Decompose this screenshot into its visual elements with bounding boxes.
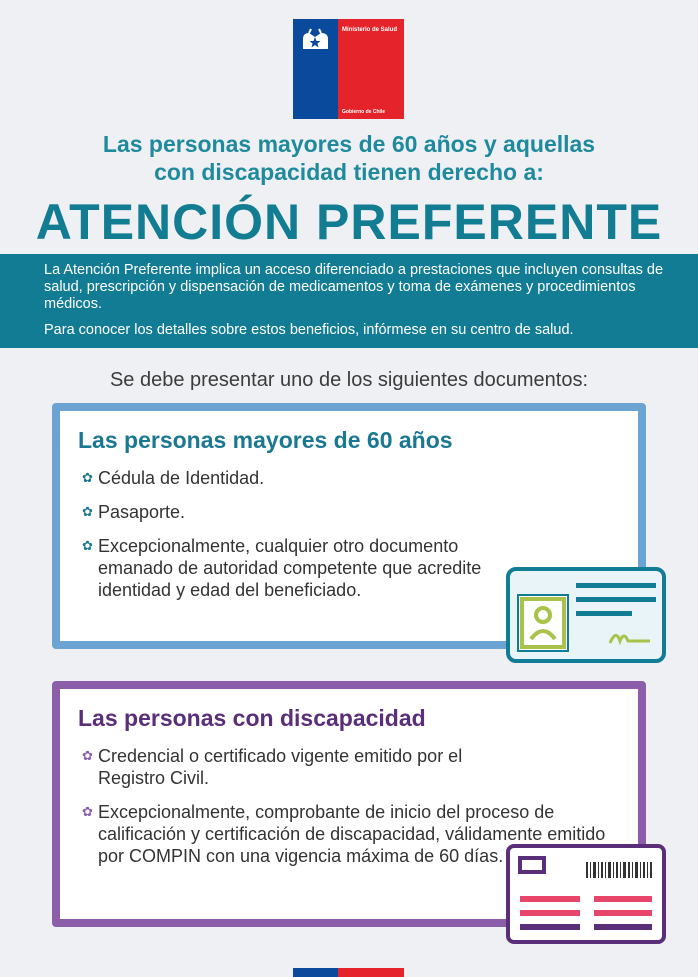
flower-bullet-icon: ✿ bbox=[82, 504, 93, 519]
ministry-label: Ministerio de Salud bbox=[342, 27, 398, 33]
elderly-heading: Las personas mayores de 60 años bbox=[78, 427, 453, 453]
credential-card-icon bbox=[506, 844, 666, 944]
flower-bullet-icon: ✿ bbox=[82, 804, 93, 819]
id-card-icon bbox=[506, 567, 666, 663]
list-item: ✿ Credencial o certificado vigente emitido por el Registro Civil. bbox=[82, 746, 463, 788]
info-paragraph-1: La Atención Preferente implica un acceso diferenciado a prestaciones que incluyen consultas de salud, prescripción y dispensación de medicamentos y toma de exámenes y procedimientos médicos. bbox=[44, 262, 664, 312]
flower-bullet-icon: ✿ bbox=[82, 470, 93, 485]
government-label: Gobierno de Chile bbox=[342, 109, 386, 115]
page-title: ATENCIÓN PREFERENTE bbox=[35, 194, 663, 250]
ministry-logo bbox=[293, 19, 404, 119]
coat-of-arms-icon bbox=[297, 27, 334, 53]
flower-bullet-icon: ✿ bbox=[82, 748, 93, 763]
list-item: ✿ Excepcionalmente, comprobante de inicio del proceso de calificación y certificación de discapacidad, válidamente emitido por COMPIN con una vigencia máxima de 60 días. bbox=[82, 802, 606, 866]
list-item: ✿ Excepcionalmente, cualquier otro documento emanado de autoridad competente que acredite identidad y edad del beneficiado. bbox=[82, 536, 482, 600]
flower-bullet-icon: ✿ bbox=[82, 538, 93, 553]
info-band bbox=[0, 254, 698, 348]
subtitle-line-2: con discapacidad tienen derecho a: bbox=[154, 159, 544, 185]
subtitle-line-1: Las personas mayores de 60 años y aquellas bbox=[102, 131, 596, 157]
info-paragraph-2: Para conocer los detalles sobre estos beneficios, infórmese en su centro de salud. bbox=[44, 322, 574, 338]
disability-heading: Las personas con discapacidad bbox=[78, 705, 426, 731]
documents-intro: Se debe presentar uno de los siguientes documentos: bbox=[109, 369, 589, 391]
list-item: ✿ Cédula de Identidad. bbox=[82, 468, 265, 488]
subtitle bbox=[0, 130, 698, 186]
list-item: ✿ Pasaporte. bbox=[82, 502, 186, 522]
footer-flag bbox=[293, 968, 404, 977]
